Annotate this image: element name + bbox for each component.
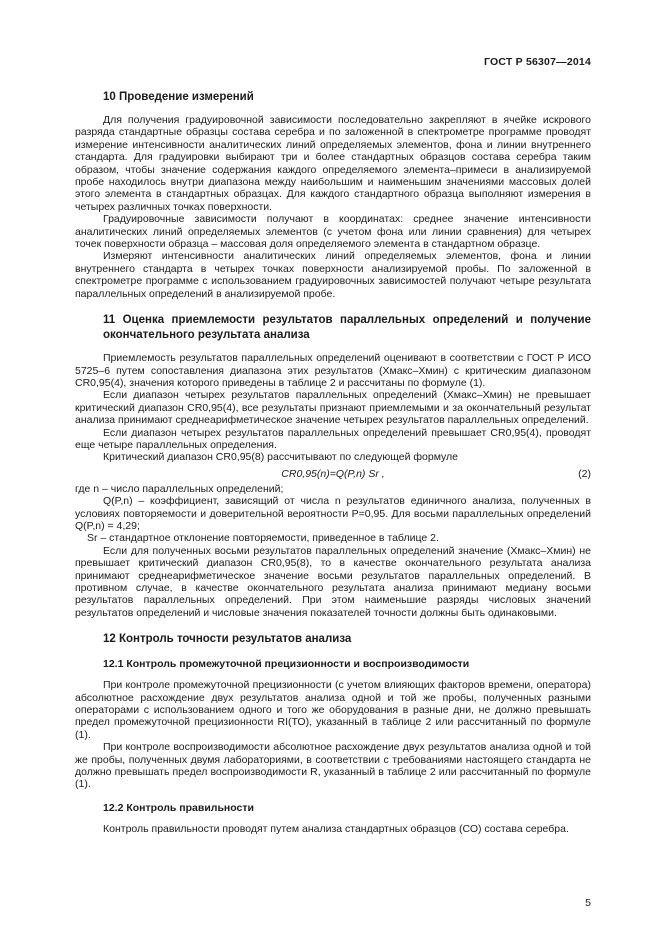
formula-where-term: Sr – стандартное отклонение повторяемости, приведенное в таблице 2. bbox=[87, 532, 439, 545]
section-11-title: 11 Оценка приемлемости результатов параллельных определений и получение окончательного результата анализа bbox=[103, 314, 591, 342]
paragraph: При контроле промежуточной прецизионности (с учетом влияющих факторов времени, оператора) абсолютное расхождение двух результатов анализа одной и той же пробы, полученных разными операторами с использованием одного и того же оборудования в разные дни, не должно превышать предел промежуточной прецизионности RI(ТО), указанный в таблице 2 или рассчитанный по формуле (1). bbox=[75, 679, 591, 741]
paragraph: Критический диапазон CR0,95(8) рассчитывают по следующей формуле bbox=[103, 451, 459, 464]
formula-where-term: Q(P,n) – коэффициент, зависящий от числа n результатов единичного анализа, полученных в условиях повторяемости и доверительной вероятности P=0,95. Для восьми параллельных определений Q(P,n) = 4,29; bbox=[75, 495, 591, 532]
section-12-title: 12 Контроль точности результатов анализа bbox=[103, 633, 352, 646]
paragraph: Для получения градуировочной зависимости последовательно закрепляют в ячейке искрового разряда стандартные образцы состава серебра и по заложенной в спектрометре программе проводят измерение интенсивности аналитических линий определяемых элементов, фона и линии внутреннего стандарта. Для градуировки выбирают три и более стандартных образцов состава серебра таким образом, чтобы значение содержания каждого определяемого элемента–примеси в анализируемой пробе находилось внутри диапазона между наибольшим и наименьшим значениями массовых долей этого элемента в стандартных образцах. Для каждого стандартного образца выполняют измерения в четырех различных точках поверхности. bbox=[75, 114, 591, 213]
standard-number: ГОСТ Р 56307—2014 bbox=[483, 56, 591, 68]
paragraph: Если для полученных восьми результатов параллельных определений значение (Xмакс–Xмин) не превышает критический диапазон CR0,95(8), то в качестве окончательного результата анализа принимают среднеарифметическое значение восьми результатов параллельных определений. В противном случае, в качестве окончательного результата анализа принимают медиану восьми результатов параллельных определений. При этом наименьшие разряды числовых значений результатов определений и числовые значения показателей точности должны быть одинаковыми. bbox=[75, 544, 591, 619]
section-12-2-title: 12.2 Контроль правильности bbox=[103, 801, 254, 814]
formula bbox=[75, 467, 591, 481]
paragraph: Если диапазон четырех результатов параллельных определений превышает CR0,95(4), проводят еще четыре параллельных определения. bbox=[75, 426, 591, 451]
formula-where-intro: где n – число параллельных определений; bbox=[75, 482, 284, 495]
paragraph: Контроль правильности проводят путем анализа стандартных образцов (СО) состава серебра. bbox=[103, 822, 569, 835]
paragraph: Если диапазон четырех результатов параллельных определений (Xмакс–Xмин) не превышает критический диапазон CR0,95(4), все результаты признают приемлемыми и за окончательный результат анализа принимают среднеарифметическое значение четырех результатов параллельных определений. bbox=[75, 389, 591, 427]
formula-expression: CR0,95(n)=Q(P,n) Sr , bbox=[281, 467, 385, 480]
paragraph: Приемлемость результатов параллельных определений оценивают в соответствии с ГОСТ Р ИСО 5725–6 путем сопоставления диапазона этих результатов (Xмакс–Xмин) с критическим диапазоном CR0,95(4), значения которого приведены в таблице 2 и рассчитаны по формуле (1). bbox=[75, 352, 591, 389]
section-12-1-title: 12.1 Контроль промежуточной прецизионности и воспроизводимости bbox=[103, 658, 470, 671]
section-10-title: 10 Проведение измерений bbox=[103, 91, 254, 103]
paragraph: Градуировочные зависимости получают в координатах: среднее значение интенсивности аналитических линий определяемых элементов (с учетом фона или линии сравнения) для четырех точек поверхности образца – массовая доля определяемого элемента в стандартном образце. bbox=[75, 213, 591, 251]
paragraph: При контроле воспроизводимости абсолютное расхождение двух результатов анализа одной и той же пробы, полученных двумя лабораториями, в соответствии с требованиями настоящего стандарта не должно превышать предел воспроизводимости R, указанный в таблице 2 или рассчитанный по формуле (1). bbox=[75, 741, 591, 791]
formula-number: (2) bbox=[578, 467, 591, 480]
paragraph: Измеряют интенсивности аналитических линий определяемых элементов, фона и линии внутреннего стандарта в четырех точках поверхности анализируемой пробы. По заложенной в спектрометре программе с использованием градуировочных зависимостей получают четыре результата параллельных определений в анализируемой пробе. bbox=[75, 250, 591, 300]
page-number: 5 bbox=[585, 897, 591, 909]
